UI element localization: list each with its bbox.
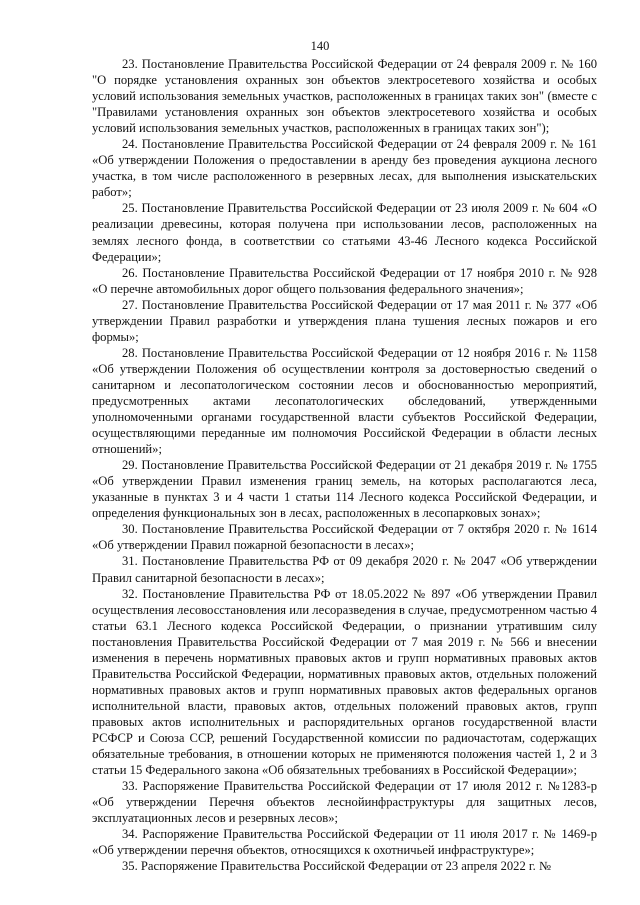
list-item: 30. Постановление Правительства Российской Федерации от 7 октября 2020 г. № 1614 «Об утверждении Правил пожарной безопасности в лесах»; [92, 522, 597, 553]
list-item: 25. Постановление Правительства Российской Федерации от 23 июля 2009 г. № 604 «О реализации древесины, которая получена при использовании лесов, расположенных на землях лесного фонда, в соответствии со статьями 43-46 Лесного кодекса Российской Федерации»; [92, 201, 597, 264]
list-item: 26. Постановление Правительства Российской Федерации от 17 ноября 2010 г. № 928 «О перечне автомобильных дорог общего пользования федерального значения»; [92, 265, 597, 296]
list-item: 35. Распоряжение Правительства Российской Федерации от 23 апреля 2022 г. № [122, 859, 551, 874]
list-item: 33. Распоряжение Правительства Российской Федерации от 17 июля 2012 г. №1283-р «Об утверждении Перечня объектов леснойинфраструктуры для защитных лесов, эксплуатационных лесов и резервных лесов»; [92, 779, 597, 826]
list-item: 27. Постановление Правительства Российской Федерации от 17 мая 2011 г. № 377 «Об утверждении Правил разработки и утверждения плана тушения лесных пожаров и его формы»; [92, 297, 597, 344]
list-item: 32. Постановление Правительства РФ от 18.05.2022 № 897 «Об утверждении Правил осуществления лесовосстановления или лесоразведения в случае, предусмотренном частью 4 статьи 63.1 Лесного кодекса Российской Федерации, о признании утратившим силу постановления Правительства Российской Федерации от 7 мая 2019 г. № 566 и внесении изменения в перечень нормативных правовых актов и групп нормативных правовых актов Правительства Российской Федерации, нормативных правовых актов, отдельных положений нормативных правовых актов и групп нормативных правовых актов федеральных органов исполнительной власти, правовых актов, отдельных положений правовых актов, групп правовых актов исполнительных и распорядительных органов государственной власти РСФСР и Союза ССР, решений Государственной комиссии по радиочастотам, содержащих обязательные требования, в отношении которых не применяются положения частей 1, 2 и 3 статьи 15 Федерального закона «Об обязательных требованиях в Российской Федерации»; [92, 586, 597, 778]
list-item: 23. Постановление Правительства Российской Федерации от 24 февраля 2009 г. № 160 "О порядке установления охранных зон объектов электросетевого хозяйства и особых условий использования земельных участков, расположенных в границах таких зон" (вместе с "Правилами установления охранных зон объектов электросетевого хозяйства и особых условий использования земельных участков, расположенных в границах таких зон"); [92, 57, 597, 136]
page-number: 140 [310, 39, 330, 53]
regulation-list [92, 56, 597, 874]
list-item: 28. Постановление Правительства Российской Федерации от 12 ноября 2016 г. № 1158 «Об утверждении Положения об осуществлении контроля за достоверностью сведений о санитарном и лесопатологическом состоянии лесов и обоснованностью мероприятий, предусмотренных актами лесопатологических обследований, утвержденными уполномоченными органами государственной власти субъектов Российской Федерации, осуществляющими переданные им полномочия Российской Федерации в области лесных отношений»; [92, 345, 597, 457]
list-item: 24. Постановление Правительства Российской Федерации от 24 февраля 2009 г. № 161 «Об утверждении Положения о предоставлении в аренду без проведения аукциона лесного участка, в том числе расположенного в резервных лесах, для выполнения изыскательских работ»; [92, 137, 597, 200]
list-item: 34. Распоряжение Правительства Российской Федерации от 11 июля 2017 г. № 1469-р «Об утверждении перечня объектов, относящихся к охотничьей инфраструктуре»; [92, 827, 597, 858]
list-item: 29. Постановление Правительства Российской Федерации от 21 декабря 2019 г. № 1755 «Об утверждении Правил изменения границ земель, на которых располагаются леса, указанные в пунктах 3 и 4 части 1 статьи 114 Лесного кодекса Российской Федерации, и определения функциональных зон в лесах, расположенных в лесопарковых зонах»; [92, 458, 597, 521]
list-item: 31. Постановление Правительства РФ от 09 декабря 2020 г. № 2047 «Об утверждении Правил санитарной безопасности в лесах»; [92, 554, 597, 585]
